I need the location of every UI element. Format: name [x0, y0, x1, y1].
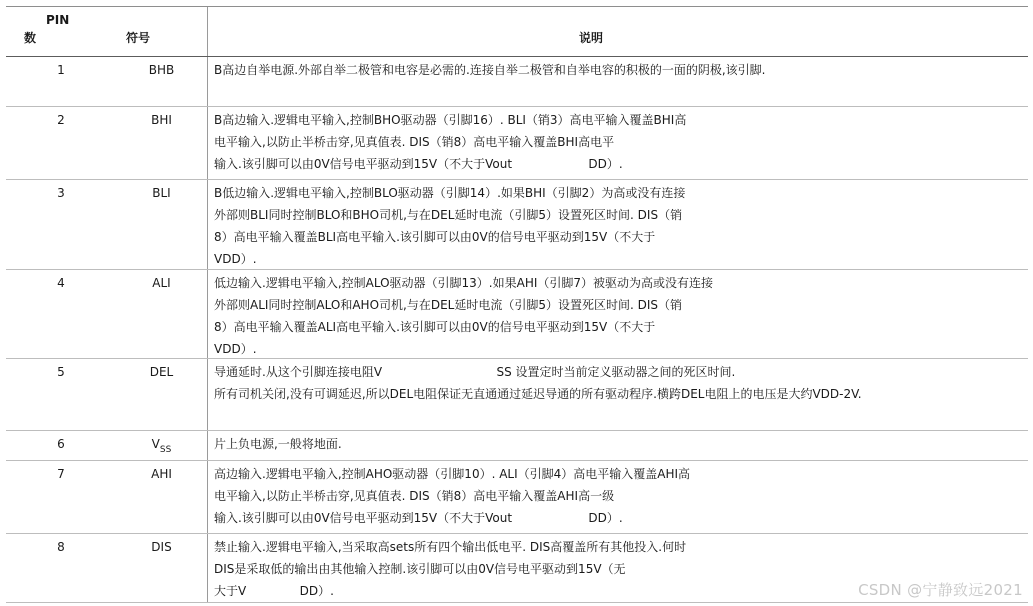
- table-row: [6, 180, 1028, 270]
- header-pin: [6, 7, 116, 56]
- table-row: [6, 461, 1028, 534]
- pin-description: 高边输入.逻辑电平输入,控制AHO驱动器（引脚10）. ALI（引脚4）高电平输入覆盖AHI高 电平输入,以防止半桥击穿,见真值表. DIS（销8）高电平输入覆盖AHI高一级 输入.该引脚可以由0V信号电平驱动到15V（不大于Vout DD）.: [214, 467, 691, 525]
- pin-description: 禁止输入.逻辑电平输入,当采取高sets所有四个输出低电平. DIS高覆盖所有其他投入.何时 DIS是采取低的输出由其他输入控制.该引脚可以由0V信号电平驱动到15V（无 大于V DD）.: [214, 540, 687, 598]
- pin-symbol: DEL: [116, 359, 208, 430]
- table-row: [6, 57, 1028, 107]
- pin-symbol: AHI: [116, 461, 208, 533]
- table-row: [6, 270, 1028, 359]
- pin-description: B高边输入.逻辑电平输入,控制BHO驱动器（引脚16）. BLI（销3）高电平输入覆盖BHI高 电平输入,以防止半桥击穿,见真值表. DIS（销8）高电平输入覆盖BHI高电平 输入.该引脚可以由0V信号电平驱动到15V（不大于Vout DD）.: [214, 113, 687, 171]
- header-pin-line1: PIN: [46, 13, 70, 27]
- pin-description: 片上负电源,一般将地面.: [214, 437, 342, 451]
- pin-symbol: BLI: [116, 180, 208, 269]
- pin-number: 2: [57, 113, 65, 127]
- pin-number: 7: [57, 467, 65, 481]
- csdn-watermark: CSDN @宁静致远2021: [858, 581, 1023, 599]
- table-row: [6, 431, 1028, 461]
- table-row: [6, 107, 1028, 180]
- header-description: 说明: [578, 31, 603, 45]
- pin-symbol: BHI: [116, 107, 208, 179]
- pin-symbol: DIS: [116, 534, 208, 602]
- pin-symbol: BHB: [116, 57, 208, 106]
- table-row: [6, 359, 1028, 431]
- pin-symbol: ALI: [116, 270, 208, 358]
- pin-number: 5: [57, 365, 65, 379]
- pin-number: 1: [57, 63, 65, 77]
- pin-symbol: $V_{SS}$: [116, 431, 208, 460]
- header-pin-line2: 数: [24, 31, 37, 45]
- pin-number: 8: [57, 540, 65, 554]
- pin-number: 6: [57, 437, 65, 451]
- pin-description: 导通延时.从这个引脚连接电阻V SS 设置定时当前定义驱动器之间的死区时间. 所有司机关闭,没有可调延迟,所以DEL电阻保证无直通通过延迟导通的所有驱动程序.横跨DEL电阻上的电压是大约VDD-2V.: [214, 365, 862, 401]
- pin-description: B低边输入.逻辑电平输入,控制BLO驱动器（引脚14）.如果BHI（引脚2）为高或没有连接 外部则BLI同时控制BLO和BHO司机,与在DEL延时电流（引脚5）设置死区时间. DIS（销 8）高电平输入覆盖BLI高电平输入.该引脚可以由0V的信号电平驱动到15V（不大于 VDD）.: [214, 186, 686, 266]
- subscript-ss: SS: [159, 445, 172, 455]
- pin-description: 低边输入.逻辑电平输入,控制ALO驱动器（引脚13）.如果AHI（引脚7）被驱动为高或没有连接 外部则ALI同时控制ALO和AHO司机,与在DEL延时电流（引脚5）设置死区时间. DIS（销 8）高电平输入覆盖ALI高电平输入.该引脚可以由0V的信号电平驱动到15V（不大于 VDD）.: [214, 276, 714, 356]
- pin-number: 3: [57, 186, 65, 200]
- pin-number: 4: [57, 276, 65, 290]
- header-symbol: 符号: [116, 7, 208, 56]
- table-header-row: [6, 7, 1028, 57]
- pin-description-table: [6, 6, 1028, 603]
- pin-description: B高边自举电源.外部自举二极管和电容是必需的.连接自举二极管和自举电容的积极的一面的阴极,该引脚.: [214, 63, 766, 77]
